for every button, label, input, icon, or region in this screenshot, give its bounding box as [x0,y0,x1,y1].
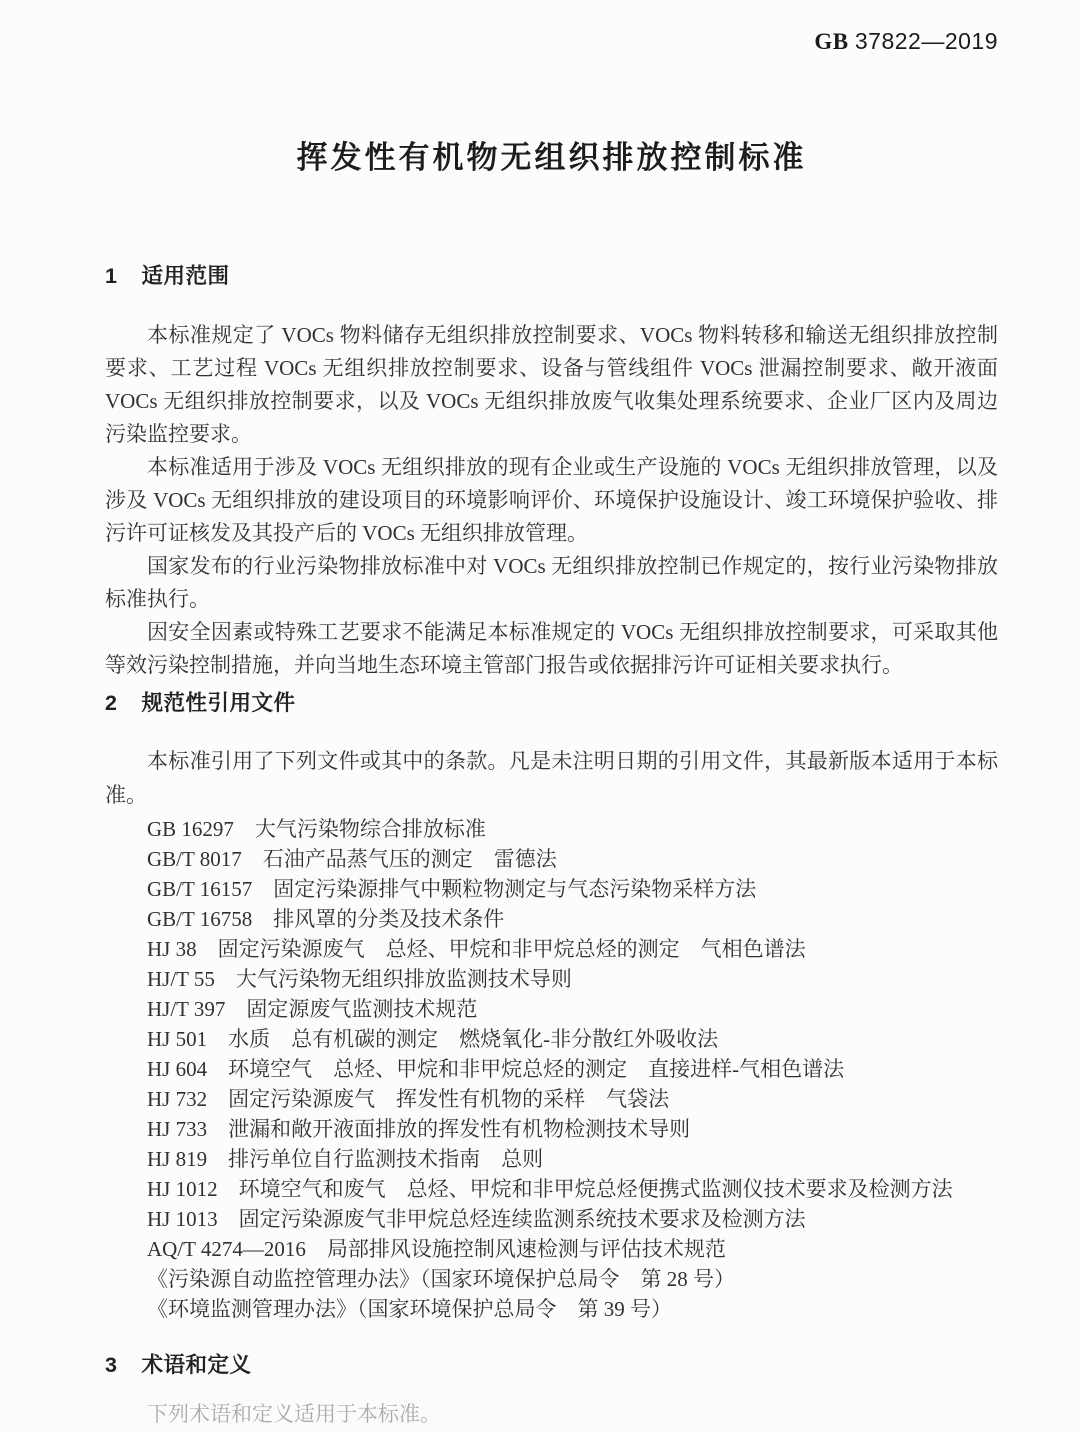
document-code-prefix: GB [814,29,849,54]
section-2-intro: 本标准引用了下列文件或其中的条款。凡是未注明日期的引用文件，其最新版本适用于本标准。 [105,749,998,807]
reference-item: 《环境监测管理办法》（国家环境保护总局令 第 39 号） [147,1297,672,1321]
reference-item: 《污染源自动监控管理办法》（国家环境保护总局令 第 28 号） [147,1267,735,1291]
paragraph: 因安全因素或特殊工艺要求不能满足本标准规定的 VOCs 无组织排放控制要求，可采取其他等效污染控制措施，并向当地生态环境主管部门报告或依据排污许可证相关要求执行。 [105,620,998,677]
reference-item: GB/T 8017 石油产品蒸气压的测定 雷德法 [147,847,557,871]
paragraph: 国家发布的行业污染物排放标准中对 VOCs 无组织排放控制已作规定的，按行业污染物排放标准执行。 [105,554,998,611]
section-3-heading [105,1350,998,1380]
reference-item: HJ 501 水质 总有机碳的测定 燃烧氧化-非分散红外吸收法 [147,1027,719,1051]
reference-item: HJ 38 固定污染源废气 总烃、甲烷和非甲烷总烃的测定 气相色谱法 [147,937,806,961]
reference-list [105,814,998,1324]
reference-item: GB/T 16157 固定污染源排气中颗粒物测定与气态污染物采样方法 [147,877,757,901]
section-1-heading [105,261,998,291]
reference-item: AQ/T 4274—2016 局部排风设施控制风速检测与评估技术规范 [147,1237,726,1261]
reference-item: GB 16297 大气污染物综合排放标准 [147,817,486,841]
reference-item: HJ/T 397 固定源废气监测技术规范 [147,997,478,1021]
document-page [0,26,1080,1426]
paragraph: 本标准适用于涉及 VOCs 无组织排放的现有企业或生产设施的 VOCs 无组织排放管理，以及涉及 VOCs 无组织排放的建设项目的环境影响评价、环境保护设施设计、竣工环境保护验收、排污许可证核发及其投产后的 VOCs 无组织排放管理。 [105,455,998,545]
section-2-label: 规范性引用文件 [141,691,296,715]
document-code [105,26,998,57]
document-code-number: 37822—2019 [854,28,998,54]
section-1-label: 适用范围 [141,264,230,288]
reference-item: HJ 732 固定污染源废气 挥发性有机物的采样 气袋法 [147,1087,670,1111]
clipped-text-line [105,1398,998,1426]
section-3-label: 术语和定义 [141,1353,252,1377]
section-3-number: 3 [105,1353,118,1377]
paragraph: 下列术语和定义适用于本标准。 [147,1402,441,1426]
document-title: 挥发性有机物无组织排放控制标准 [296,140,807,175]
reference-item: HJ 1013 固定污染源废气非甲烷总烃连续监测系统技术要求及检测方法 [147,1207,806,1231]
section-1-number: 1 [105,264,118,288]
section-2-number: 2 [105,691,118,715]
reference-item: HJ 1012 环境空气和废气 总烃、甲烷和非甲烷总烃便携式监测仪技术要求及检测方法 [147,1177,953,1201]
paragraph: 本标准规定了 VOCs 物料储存无组织排放控制要求、VOCs 物料转移和输送无组织排放控制要求、工艺过程 VOCs 无组织排放控制要求、设备与管线组件 VOCs 泄漏控制要求、敞开液面 VOCs 无组织排放控制要求，以及 VOCs 无组织排放废气收集处理系统要求、企业厂区内及周边污染监控要求。 [105,323,998,446]
reference-item: HJ 733 泄漏和敞开液面排放的挥发性有机物检测技术导则 [147,1117,691,1141]
section-1-body [105,319,998,682]
reference-item: HJ 604 环境空气 总烃、甲烷和非甲烷总烃的测定 直接进样-气相色谱法 [147,1057,845,1081]
page-content [0,26,1080,1426]
reference-item: HJ 819 排污单位自行监测技术指南 总则 [147,1147,544,1171]
section-2-heading [105,688,998,718]
reference-item: HJ/T 55 大气污染物无组织排放监测技术导则 [147,967,572,991]
reference-item: GB/T 16758 排风罩的分类及技术条件 [147,907,505,931]
